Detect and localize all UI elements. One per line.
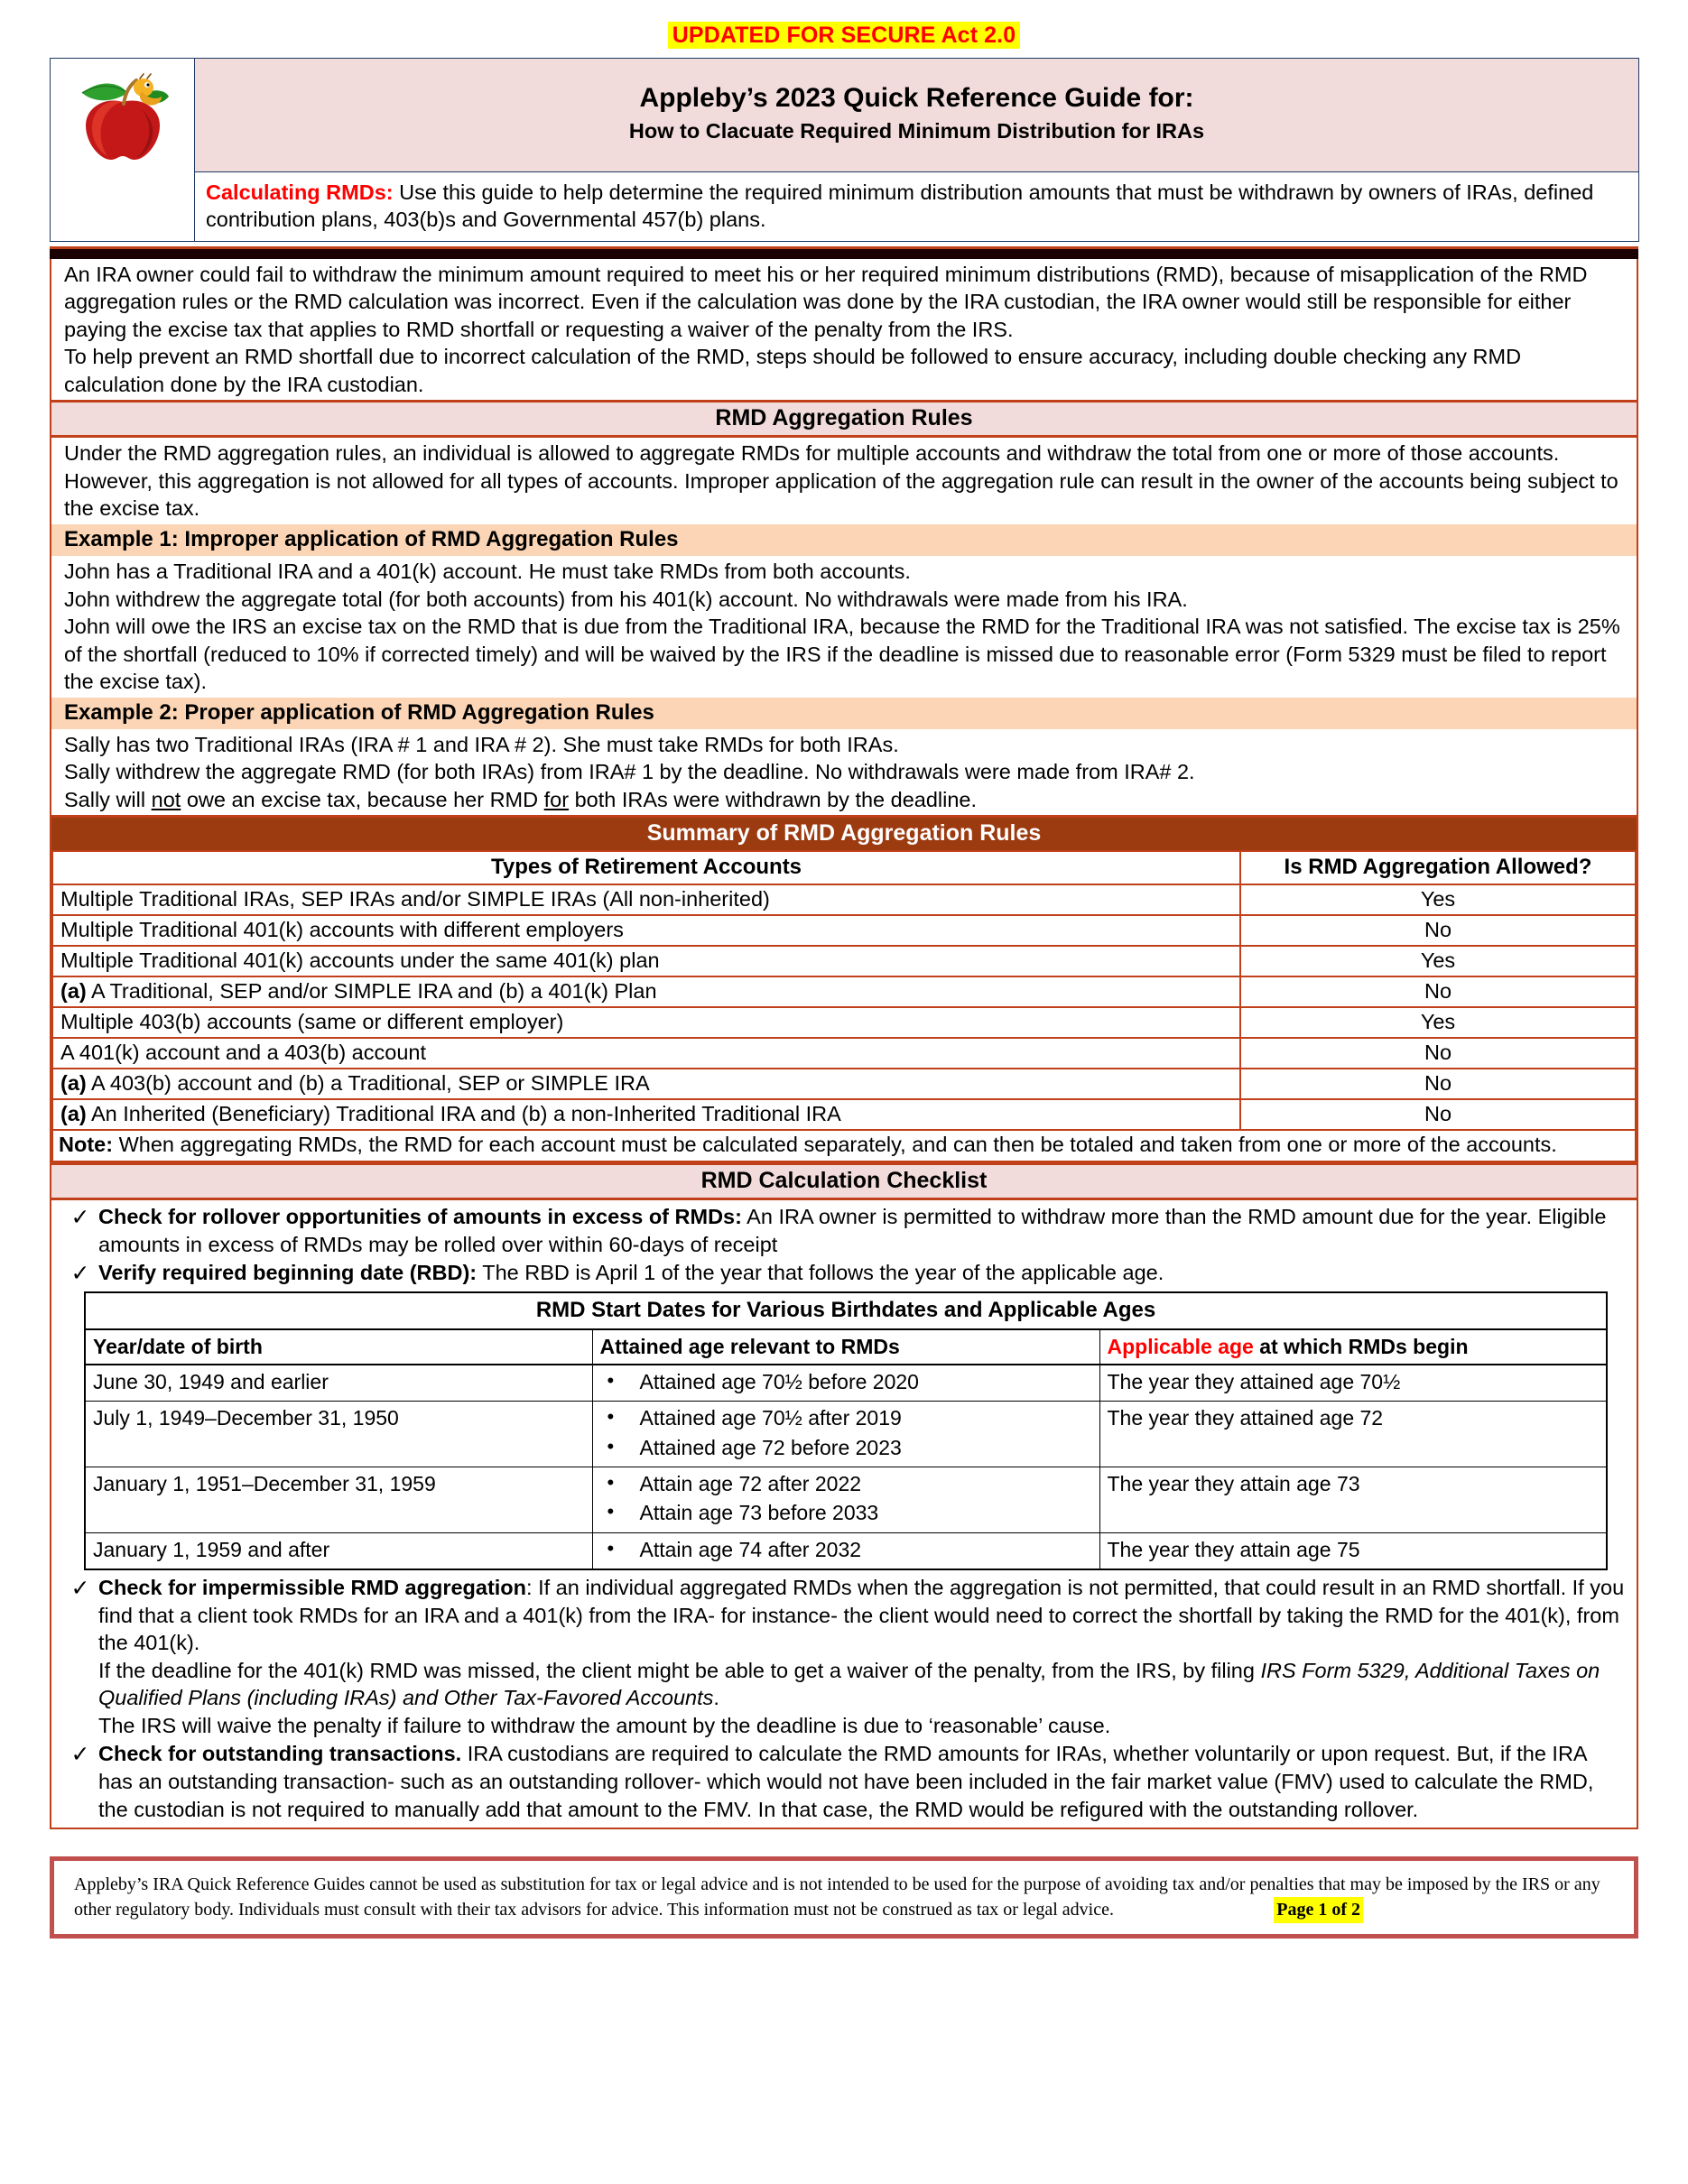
account-type-cell xyxy=(52,1099,1240,1130)
section-header-calculation-checklist: RMD Calculation Checklist xyxy=(51,1162,1637,1200)
section-header-aggregation-rules: RMD Aggregation Rules xyxy=(51,400,1637,438)
summary-note-row xyxy=(52,1130,1636,1161)
ex2-l3-for: for xyxy=(543,787,570,811)
masthead-description xyxy=(195,171,1639,241)
footer-disclaimer-text: Appleby’s IRA Quick Reference Guides cannot be used as substitution for tax or legal advice and is not intended to be used for the purpose of avoiding tax and/or penalties that may be imposed by the IRS or any other regulatory body. Individuals must consult with their tax advisors for advice. This information must not be construed as tax or legal advice. xyxy=(74,1874,1600,1920)
table-row xyxy=(85,1532,1607,1569)
row-text: An Inherited (Beneficiary) Traditional IRA and (b) a non-Inherited Traditional IRA xyxy=(86,1102,841,1126)
checklist-item-3-para-3: The IRS will waive the penalty if failure to withdraw the amount by the deadline is due to ‘reasonable’ cause. xyxy=(98,1713,1111,1737)
item3-l2-b: . xyxy=(713,1686,719,1710)
checklist-item-1 xyxy=(62,1203,1626,1258)
allowed-cell: No xyxy=(1240,976,1636,1007)
allowed-cell: No xyxy=(1240,915,1636,946)
allowed-cell: Yes xyxy=(1240,884,1636,915)
checkmark-icon: ✓ xyxy=(70,1261,90,1287)
start-dates-title: RMD Start Dates for Various Birthdates and Applicable Ages xyxy=(85,1292,1607,1329)
applicable-cell: The year they attain age 75 xyxy=(1099,1532,1607,1569)
list-item: • Attain age 74 after 2032 xyxy=(600,1536,1092,1563)
logo-cell-spacer xyxy=(51,171,195,241)
aggregation-intro-text: Under the RMD aggregation rules, an individual is allowed to aggregate RMDs for multiple accounts and withdraw the total from one or more of those accounts. However, this aggregation is not allowed for all types of accounts. Improper application of the aggregation rule can result in the owner of the accounts being subject to the excise tax. xyxy=(64,441,1618,521)
intro-paragraph-1: An IRA owner could fail to withdraw the minimum amount required to meet his or her required minimum distributions (RMD), because of misapplication of the RMD aggregation rules or the RMD calculation was incorrect. Even if the calculation was done by the IRA custodian, the IRA owner would still be responsible for either paying the excise tax that applies to RMD shortfall or requesting a waiver of the penalty from the IRS. xyxy=(64,262,1588,341)
masthead-row-subtext xyxy=(51,171,1639,241)
checklist-item-1-title: Check for rollover opportunities of amounts in excess of RMDs: xyxy=(98,1205,742,1229)
summary-col-allowed: Is RMD Aggregation Allowed? xyxy=(1240,851,1636,884)
intro-paragraph-2: To help prevent an RMD shortfall due to incorrect calculation of the RMD, steps should be followed to ensure accuracy, including double checking any RMD calculation done by the IRA custodian. xyxy=(64,345,1522,396)
attained-cell xyxy=(592,1402,1099,1467)
example-2-line-2: Sally withdrew the aggregate RMD (for both IRAs) from IRA# 1 by the deadline. No withdrawals were made from IRA# 2. xyxy=(64,760,1195,784)
checklist-item-2-body xyxy=(98,1259,1626,1287)
attained-cell xyxy=(592,1365,1099,1402)
footer-disclaimer-box xyxy=(50,1856,1638,1939)
note-label: Note: xyxy=(59,1133,114,1157)
irs-form-5329-citation: IRS Form 5329, Additional Taxes on Qualified Plans (including IRAs) and Other Tax-Favored Accounts xyxy=(98,1658,1600,1710)
summary-col-accounts: Types of Retirement Accounts xyxy=(52,851,1240,884)
checklist-item-3-body xyxy=(98,1574,1626,1739)
checklist-section xyxy=(51,1200,1637,1828)
item3-l2-a: If the deadline for the 401(k) RMD was missed, the client might be able to get a waiver of the penalty, from the IRS, by filing xyxy=(98,1658,1261,1682)
attained-list xyxy=(600,1536,1092,1563)
masthead-divider xyxy=(50,246,1638,259)
checkmark-icon: ✓ xyxy=(70,1742,90,1768)
table-row xyxy=(52,1007,1636,1038)
allowed-cell: No xyxy=(1240,1069,1636,1099)
ex2-l3-not: not xyxy=(151,787,181,811)
table-row xyxy=(52,915,1636,946)
attained-list xyxy=(600,1470,1092,1527)
applicable-cell: The year they attained age 70½ xyxy=(1099,1365,1607,1402)
intro-section xyxy=(51,259,1637,401)
account-type-cell: Multiple Traditional 401(k) accounts under the same 401(k) plan xyxy=(52,946,1240,976)
attained-cell xyxy=(592,1532,1099,1569)
rmd-start-dates-table xyxy=(84,1291,1608,1570)
summary-table-title: Summary of RMD Aggregation Rules xyxy=(51,815,1637,850)
start-dates-col-birth: Year/date of birth xyxy=(85,1329,592,1365)
checklist-item-3-text: : If an individual aggregated RMDs when the aggregation is not permitted, that could result in an RMD shortfall. If you find that a client took RMDs for an IRA and a 401(k) from the IRA- for instance- the client would need to correct the shortfall by taking the RMD for the 401(k), from the 401(k). xyxy=(98,1576,1625,1655)
checklist-item-3-title: Check for impermissible RMD aggregation xyxy=(98,1576,527,1600)
row-text: A Traditional, SEP and/or SIMPLE IRA and (b) a 401(k) Plan xyxy=(86,979,657,1004)
summary-note-cell xyxy=(52,1130,1636,1161)
checklist-item-1-text: An IRA owner is permitted to withdraw more than the RMD amount due for the year. Eligible amounts in excess of RMDs may be rolled over within 60-days of receipt xyxy=(98,1205,1607,1256)
table-row xyxy=(85,1402,1607,1467)
start-dates-col-applicable xyxy=(1099,1329,1607,1365)
table-row xyxy=(52,1069,1636,1099)
aggregation-intro xyxy=(51,438,1637,524)
allowed-cell: No xyxy=(1240,1038,1636,1069)
example-1-line-3: John will owe the IRS an excise tax on the RMD that is due from the Traditional IRA, because the RMD for the Traditional IRA was not satisfied. The excise tax is 25% of the shortfall (reduced to 10% if corrected timely) and will be waived by the IRS if the deadline is missed due to reasonable error (Form 5329 must be filed to report the excise tax). xyxy=(64,615,1620,694)
birth-cell: January 1, 1959 and after xyxy=(85,1532,592,1569)
checklist-item-2-text: The RBD is April 1 of the year that follows the year of the applicable age. xyxy=(477,1261,1164,1285)
logo-cell xyxy=(51,59,195,172)
table-row xyxy=(85,1365,1607,1402)
birth-cell: June 30, 1949 and earlier xyxy=(85,1365,592,1402)
checklist-item-4 xyxy=(62,1740,1626,1823)
list-item: • Attained age 70½ after 2019 xyxy=(600,1404,1092,1431)
applicable-age-label: Applicable age xyxy=(1107,1334,1254,1358)
ex2-l3-c: both IRAs were withdrawn by the deadline. xyxy=(569,787,978,811)
summary-header-row xyxy=(52,851,1636,884)
table-row xyxy=(52,1099,1636,1130)
checklist-item-3-para-2 xyxy=(98,1657,1626,1712)
example-1-line-1: John has a Traditional IRA and a 401(k) account. He must take RMDs from both accounts. xyxy=(64,559,911,583)
main-content-box xyxy=(50,259,1638,1829)
table-row xyxy=(52,1038,1636,1069)
table-row xyxy=(52,976,1636,1007)
start-dates-title-row xyxy=(85,1292,1607,1329)
checklist-item-2 xyxy=(62,1259,1626,1289)
updated-banner xyxy=(50,20,1638,51)
apple-with-worm-logo xyxy=(73,62,172,163)
summary-aggregation-table xyxy=(51,850,1637,1162)
row-prefix: (a) xyxy=(60,1071,87,1096)
checkmark-icon: ✓ xyxy=(70,1576,90,1602)
row-prefix: (a) xyxy=(60,1102,87,1126)
list-item: • Attain age 73 before 2033 xyxy=(600,1499,1092,1526)
applicable-cell: The year they attained age 72 xyxy=(1099,1402,1607,1467)
allowed-cell: Yes xyxy=(1240,946,1636,976)
attained-cell xyxy=(592,1467,1099,1533)
account-type-cell: A 401(k) account and a 403(b) account xyxy=(52,1038,1240,1069)
masthead-row-title xyxy=(51,59,1639,172)
updated-banner-text: UPDATED FOR SECURE Act 2.0 xyxy=(668,22,1020,49)
table-row xyxy=(85,1467,1607,1533)
account-type-cell: Multiple 403(b) accounts (same or different employer) xyxy=(52,1007,1240,1038)
checklist-item-1-body xyxy=(98,1203,1626,1258)
table-row xyxy=(52,884,1636,915)
checklist-item-2-title: Verify required beginning date (RBD): xyxy=(98,1261,478,1285)
example-2-body xyxy=(51,729,1637,816)
birth-cell: January 1, 1951–December 31, 1959 xyxy=(85,1467,592,1533)
row-prefix: (a) xyxy=(60,979,87,1004)
attained-list xyxy=(600,1404,1092,1461)
masthead-titles xyxy=(195,59,1639,172)
checklist-item-4-text: IRA custodians are required to calculate the RMD amounts for IRAs, whether voluntarily or upon request. But, if the IRA has an outstanding transaction- such as an outstanding rollover- which would not have been included in the fair market value (FMV) used to calculate the RMD, the custodian is not required to manually add that amount to the FMV. In that case, the RMD would be refigured with the outstanding rollover. xyxy=(98,1742,1594,1821)
guide-title: Appleby’s 2023 Quick Reference Guide for: xyxy=(639,83,1194,114)
ex2-l3-b: owe an excise tax, because her RMD xyxy=(181,787,544,811)
calculating-rmds-text: Use this guide to help determine the required minimum distribution amounts that must be withdrawn by owners of IRAs, defined contribution plans, 403(b)s and Governmental 457(b) plans. xyxy=(206,180,1594,232)
table-row xyxy=(52,946,1636,976)
start-dates-header-row xyxy=(85,1329,1607,1365)
ex2-l3-a: Sally will xyxy=(64,787,152,811)
calculating-rmds-label: Calculating RMDs: xyxy=(206,180,394,204)
applicable-age-rest: at which RMDs begin xyxy=(1253,1334,1469,1358)
row-text: A 403(b) account and (b) a Traditional, SEP or SIMPLE IRA xyxy=(86,1071,650,1096)
account-type-cell xyxy=(52,1069,1240,1099)
list-item: • Attained age 70½ before 2020 xyxy=(600,1368,1092,1395)
checklist-item-3 xyxy=(62,1574,1626,1739)
list-item: • Attained age 72 before 2023 xyxy=(600,1434,1092,1461)
applicable-cell: The year they attain age 73 xyxy=(1099,1467,1607,1533)
account-type-cell: Multiple Traditional IRAs, SEP IRAs and/or SIMPLE IRAs (All non-inherited) xyxy=(52,884,1240,915)
birth-cell: July 1, 1949–December 31, 1950 xyxy=(85,1402,592,1467)
attained-list xyxy=(600,1368,1092,1395)
guide-subtitle: How to Clacuate Required Minimum Distribution for IRAs xyxy=(628,118,1205,143)
account-type-cell: Multiple Traditional 401(k) accounts with different employers xyxy=(52,915,1240,946)
page-number: Page 1 of 2 xyxy=(1274,1897,1363,1922)
start-dates-table-wrap xyxy=(62,1290,1626,1574)
checklist-item-4-body xyxy=(98,1740,1626,1823)
allowed-cell: Yes xyxy=(1240,1007,1636,1038)
checklist-item-3-para-1 xyxy=(98,1574,1626,1657)
example-2-line-1: Sally has two Traditional IRAs (IRA # 1 and IRA # 2). She must take RMDs for both IRAs. xyxy=(64,732,899,756)
start-dates-col-attained: Attained age relevant to RMDs xyxy=(592,1329,1099,1365)
example-2-header: Example 2: Proper application of RMD Aggregation Rules xyxy=(51,698,1637,729)
example-1-header: Example 1: Improper application of RMD Aggregation Rules xyxy=(51,524,1637,556)
account-type-cell xyxy=(52,976,1240,1007)
note-text: When aggregating RMDs, the RMD for each account must be calculated separately, and can then be totaled and taken from one or more of the accounts. xyxy=(113,1133,1557,1157)
checklist-item-4-title: Check for outstanding transactions. xyxy=(98,1742,462,1766)
example-1-body xyxy=(51,556,1637,698)
masthead xyxy=(50,58,1639,242)
list-item: • Attain age 72 after 2022 xyxy=(600,1470,1092,1497)
allowed-cell: No xyxy=(1240,1099,1636,1130)
example-2-line-3 xyxy=(64,786,1626,814)
checkmark-icon: ✓ xyxy=(70,1205,90,1231)
example-1-line-2: John withdrew the aggregate total (for both accounts) from his 401(k) account. No withdrawals were made from his IRA. xyxy=(64,587,1188,611)
